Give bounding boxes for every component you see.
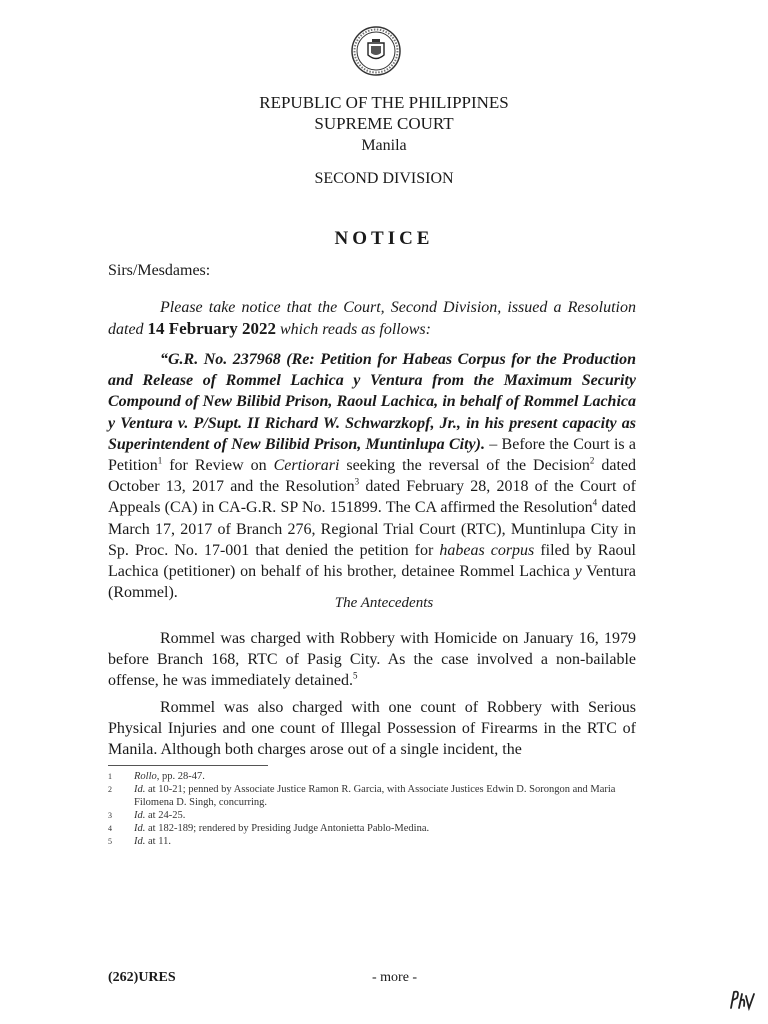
footnote-ref: 5 (352, 671, 358, 682)
footnote-4 (108, 822, 638, 835)
footnote-italic: Id. (134, 784, 146, 795)
paragraph-text: Rommel was charged with Robbery with Homicide on January 16, 1979 before Branch 168, RTC of Pasig City. As the case involved a non-bailable offense, he was immediately detained. (108, 630, 636, 690)
footnote-italic: Id. (134, 810, 146, 821)
case-caption: “G.R. No. 237968 (Re: Petition for Habeas Corpus for the Production and Release of Rommel Lachica y Ventura from the Maximum Security Compound of New Bilibid Prison, Raoul Lachica, in behalf of Rommel Lachica y Ventura v. P/Supt. II Richard W. Schwarzkopf, Jr., in his present capacity as Superintendent of New Bilibid Prison, Muntinlupa City). (108, 351, 636, 453)
habeas-corpus-term: habeas corpus (439, 541, 535, 559)
footnote-ref: 1 (157, 455, 163, 466)
footnote-text: at 182-189; rendered by Presiding Judge Antonietta Pablo-Medina. (145, 823, 430, 834)
footer-code: (262)URES (108, 970, 176, 985)
antecedents-paragraph-1 (108, 628, 636, 692)
supreme-court-seal (350, 25, 402, 77)
footnote-2 (108, 783, 638, 809)
footnote-1 (108, 770, 638, 783)
footnote-italic: Id. (134, 836, 146, 847)
footnote-text: at 11. (145, 836, 171, 847)
paragraph-text: Rommel was also charged with one count of Robbery with Serious Physical Injuries and one count of Illegal Possession of Firearms in the RTC of Manila. Although both charges arose out of a single incident, the (108, 699, 636, 759)
footnote-text: at 10-21; penned by Associate Justice Ramon R. Garcia, with Associate Justices Edwin D. Sorongon and Maria Filomena D. Singh, concurring. (134, 784, 616, 808)
case-text: for Review on (162, 457, 274, 475)
footnote-text: , pp. 28-47. (156, 771, 205, 782)
case-text: filed by Raoul Lachica (petitioner) on behalf of his brother, detainee Rommel Lachica (108, 541, 637, 581)
footnote-ref: 3 (354, 476, 360, 487)
footnote-number: 5 (108, 837, 112, 846)
case-text: – Before the Court is a Petition (108, 435, 637, 475)
intro-paragraph (108, 297, 636, 340)
footnote-divider (108, 765, 268, 766)
footer-more: - more - (372, 970, 418, 985)
header-city: Manila (361, 137, 407, 154)
intro-text-2: which reads as follows: (279, 321, 431, 339)
footnote-number: 2 (108, 785, 112, 794)
certiorari-term: Certiorari (273, 457, 340, 475)
footnote-italic: Id. (134, 823, 146, 834)
notice-title: NOTICE (334, 228, 434, 249)
footnote-number: 4 (108, 824, 112, 833)
case-text: dated February 28, 2018 of the Court of Appeals (CA) in CA-G.R. SP No. 151899. The CA affirmed the Resolution (108, 478, 636, 517)
case-text: dated March 17, 2017 of Branch 276, Regional Trial Court (RTC), Muntinlupa City in Sp. Proc. No. 17-001 that denied the petition for (108, 499, 636, 559)
header-court: SUPREME COURT (314, 114, 454, 133)
case-text: dated October 13, 2017 and the Resolution (108, 457, 637, 496)
case-paragraph (108, 349, 636, 603)
case-text: seeking the reversal of the Decision (339, 457, 590, 475)
footnote-3 (108, 809, 638, 822)
footnote-text: at 24-25. (145, 810, 186, 821)
footnote-italic: Rollo (134, 771, 157, 782)
handwritten-initials (728, 986, 758, 1017)
antecedents-paragraph-2 (108, 697, 636, 761)
salutation: Sirs/Mesdames: (108, 262, 211, 279)
header-republic: REPUBLIC OF THE PHILIPPINES (259, 93, 509, 112)
resolution-date: 14 February 2022 (147, 319, 276, 339)
footnote-ref: 2 (589, 455, 595, 466)
header-division: SECOND DIVISION (314, 170, 454, 187)
footnote-ref: 4 (592, 498, 598, 509)
footnote-5 (108, 835, 638, 848)
case-text: y (574, 563, 582, 581)
footnote-number: 3 (108, 811, 112, 820)
case-text: Ventura (Rommel). (108, 563, 636, 602)
footnote-number: 1 (108, 772, 112, 781)
subheading-antecedents: The Antecedents (334, 595, 434, 611)
intro-text-1: Please take notice that the Court, Second Division, issued a Resolution dated (108, 299, 636, 339)
